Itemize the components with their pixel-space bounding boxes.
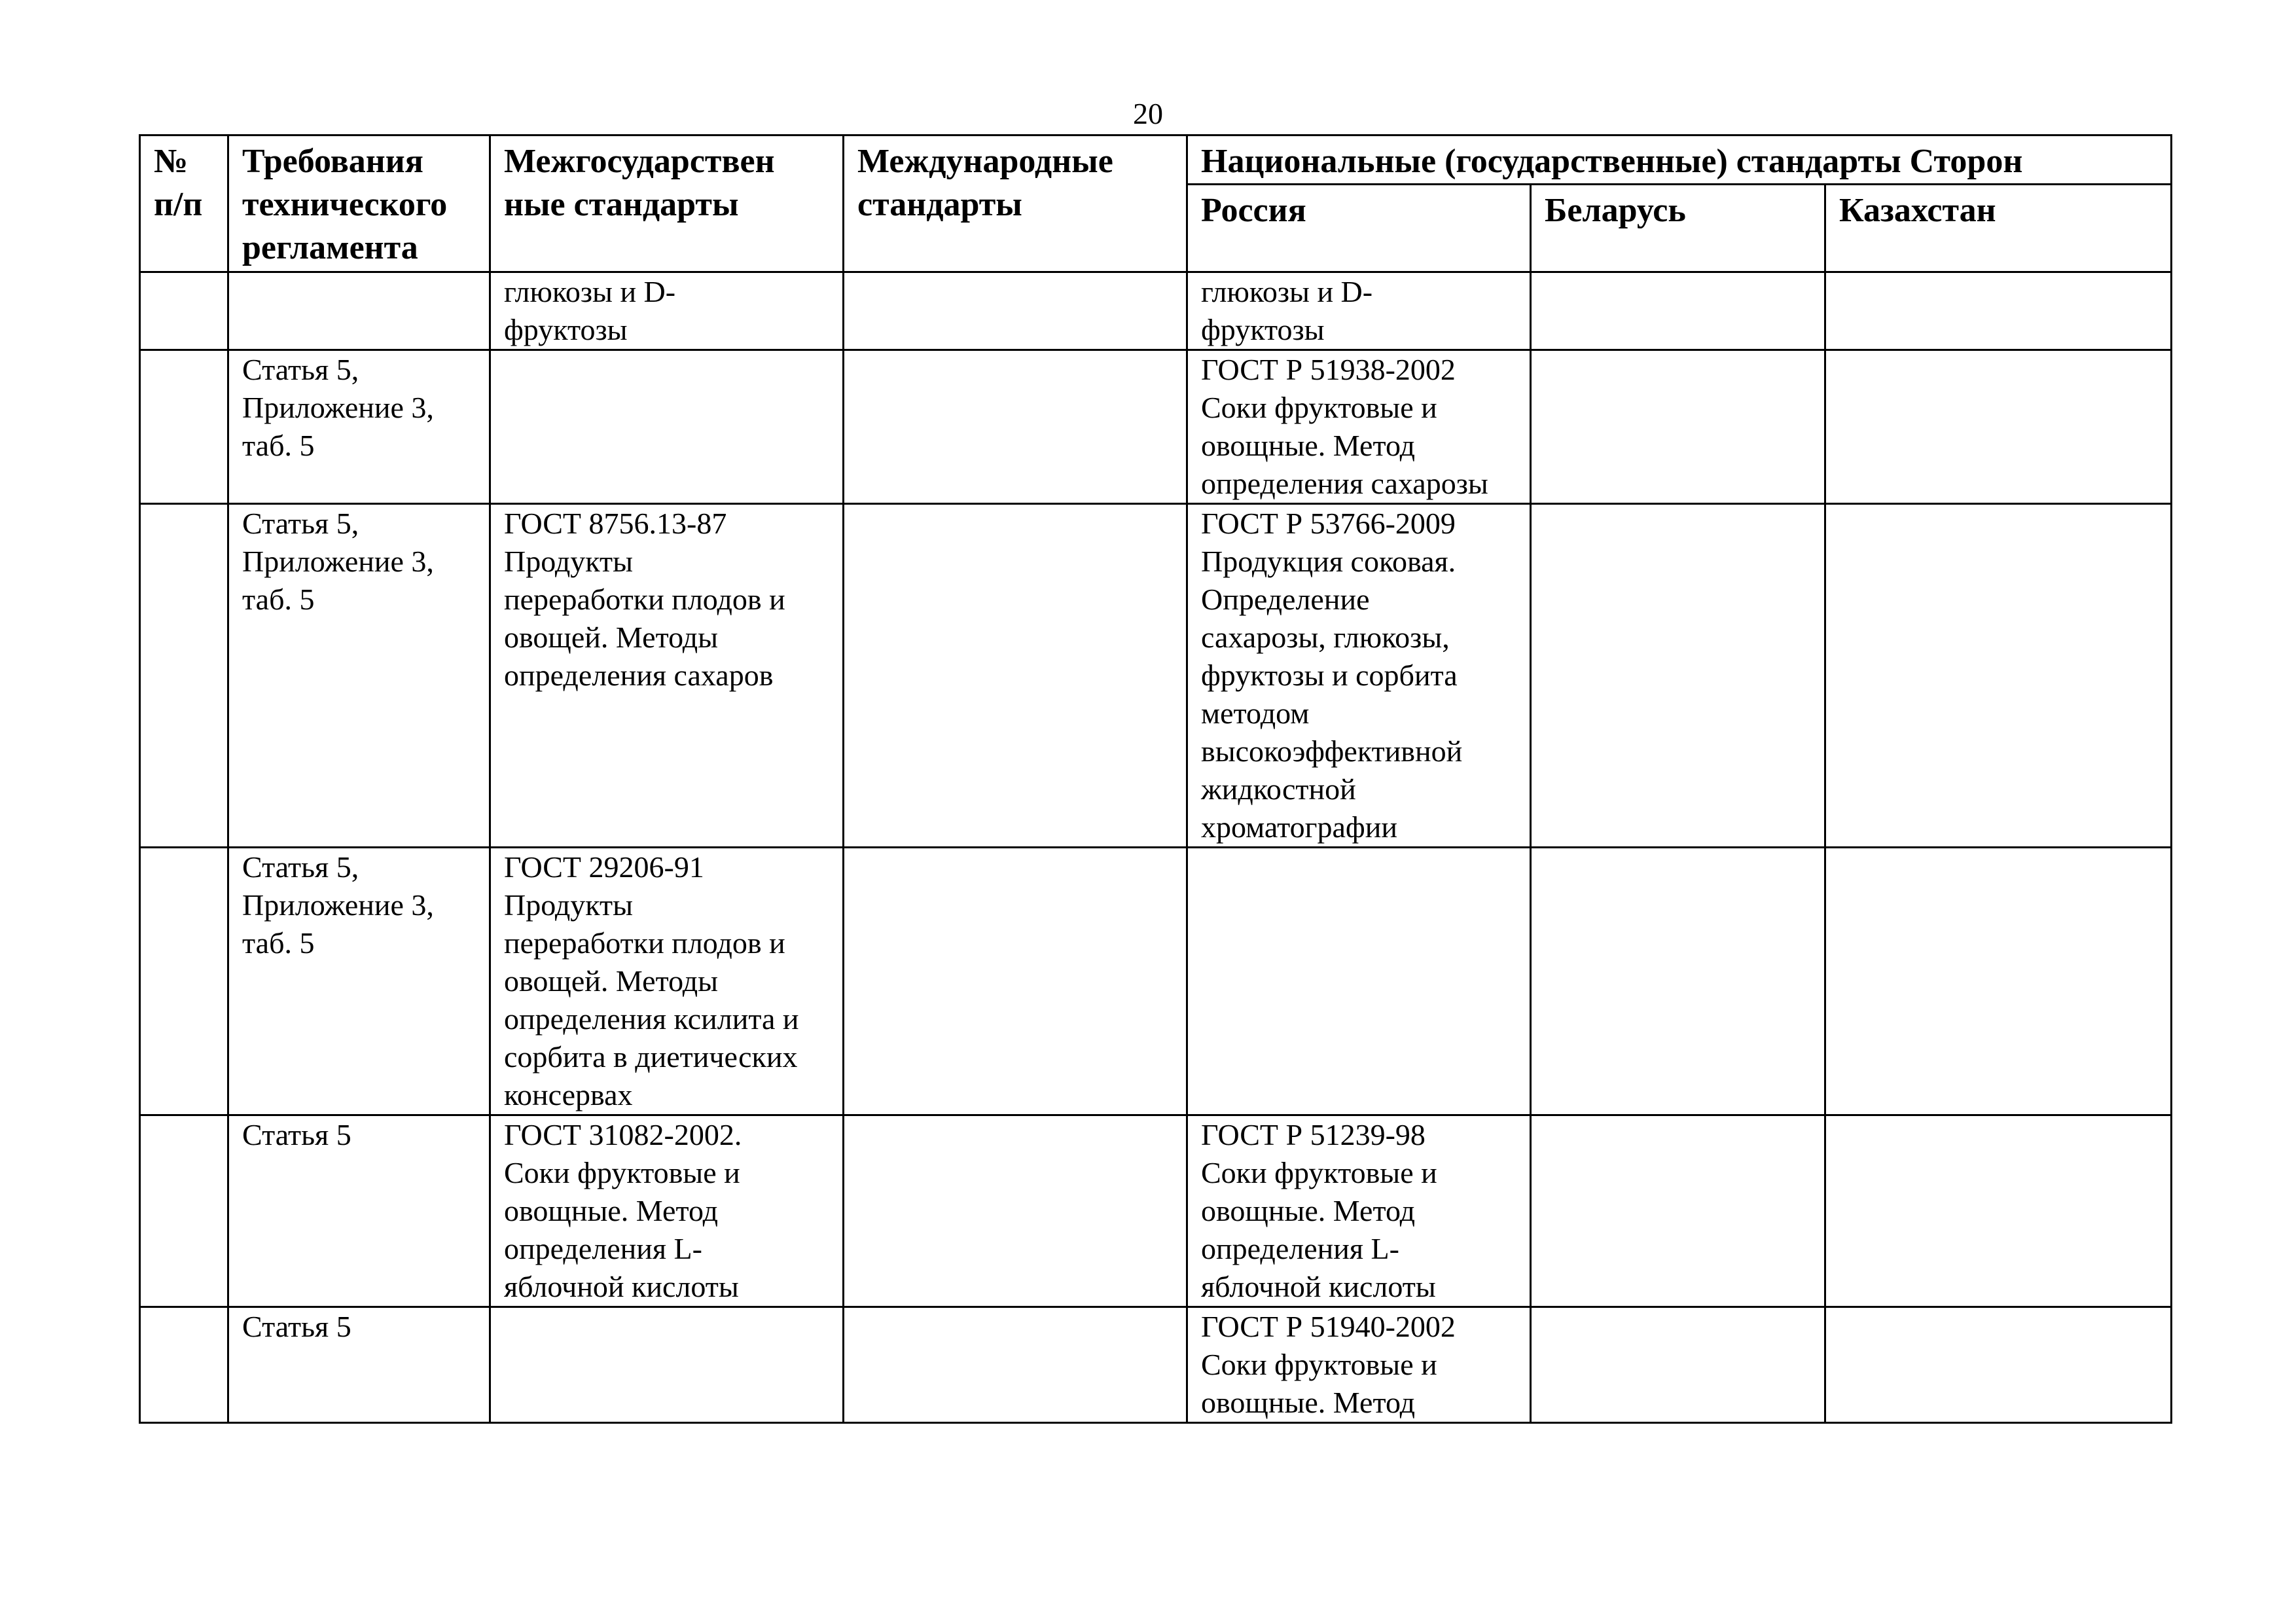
cell-belarus xyxy=(1531,848,1825,1115)
cell-international xyxy=(844,272,1187,350)
cell-kazakhstan xyxy=(1825,1115,2172,1307)
cell-belarus xyxy=(1531,1307,1825,1423)
header-belarus: Беларусь xyxy=(1531,185,1825,272)
cell-interstate xyxy=(490,1307,844,1423)
table-row xyxy=(140,1307,2172,1423)
table-row xyxy=(140,1115,2172,1307)
cell-russia xyxy=(1187,848,1531,1115)
cell-kazakhstan xyxy=(1825,848,2172,1115)
cell-num xyxy=(140,1115,228,1307)
cell-interstate: глюкозы и D- фруктозы xyxy=(490,272,844,350)
cell-kazakhstan xyxy=(1825,272,2172,350)
cell-international xyxy=(844,1307,1187,1423)
cell-international xyxy=(844,1115,1187,1307)
table-row xyxy=(140,272,2172,350)
page-number: 20 xyxy=(1133,97,1163,130)
cell-num xyxy=(140,848,228,1115)
cell-russia: ГОСТ Р 51239-98 Соки фруктовые и овощные. Метод определения L- яблочной кислоты xyxy=(1187,1115,1531,1307)
cell-belarus xyxy=(1531,504,1825,848)
header-russia: Россия xyxy=(1187,185,1531,272)
cell-belarus xyxy=(1531,350,1825,504)
cell-requirement: Статья 5, Приложение 3, таб. 5 xyxy=(228,504,490,848)
cell-num xyxy=(140,350,228,504)
cell-kazakhstan xyxy=(1825,1307,2172,1423)
cell-interstate: ГОСТ 31082-2002. Соки фруктовые и овощные. Метод определения L- яблочной кислоты xyxy=(490,1115,844,1307)
cell-requirement xyxy=(228,272,490,350)
cell-num xyxy=(140,272,228,350)
cell-interstate xyxy=(490,350,844,504)
cell-russia: ГОСТ Р 51940-2002 Соки фруктовые и овощные. Метод xyxy=(1187,1307,1531,1423)
header-num: № п/п xyxy=(140,135,228,272)
header-requirements: Требования технического регламента xyxy=(228,135,490,272)
cell-kazakhstan xyxy=(1825,350,2172,504)
header-interstate: Межгосударствен ные стандарты xyxy=(490,135,844,272)
cell-international xyxy=(844,350,1187,504)
cell-num xyxy=(140,504,228,848)
cell-belarus xyxy=(1531,1115,1825,1307)
cell-requirement: Статья 5, Приложение 3, таб. 5 xyxy=(228,350,490,504)
standards-table xyxy=(139,134,2172,1424)
table-row xyxy=(140,504,2172,848)
cell-russia: глюкозы и D- фруктозы xyxy=(1187,272,1531,350)
cell-belarus xyxy=(1531,272,1825,350)
cell-kazakhstan xyxy=(1825,504,2172,848)
cell-international xyxy=(844,848,1187,1115)
table-row xyxy=(140,350,2172,504)
header-row-1 xyxy=(140,135,2172,185)
cell-requirement: Статья 5 xyxy=(228,1307,490,1423)
cell-russia: ГОСТ Р 51938-2002 Соки фруктовые и овощные. Метод определения сахарозы xyxy=(1187,350,1531,504)
cell-russia: ГОСТ Р 53766-2009 Продукция соковая. Определение сахарозы, глюкозы, фруктозы и сорбита методом высокоэффективной жидкостной хроматографии xyxy=(1187,504,1531,848)
header-national: Национальные (государственные) стандарты Сторон xyxy=(1187,135,2172,185)
header-kazakhstan: Казахстан xyxy=(1825,185,2172,272)
cell-num xyxy=(140,1307,228,1423)
cell-interstate: ГОСТ 29206-91 Продукты переработки плодов и овощей. Методы определения ксилита и сорбита в диетических консервах xyxy=(490,848,844,1115)
cell-requirement: Статья 5, Приложение 3, таб. 5 xyxy=(228,848,490,1115)
header-international: Международные стандарты xyxy=(844,135,1187,272)
cell-international xyxy=(844,504,1187,848)
cell-requirement: Статья 5 xyxy=(228,1115,490,1307)
table-row xyxy=(140,848,2172,1115)
cell-interstate: ГОСТ 8756.13-87 Продукты переработки плодов и овощей. Методы определения сахаров xyxy=(490,504,844,848)
